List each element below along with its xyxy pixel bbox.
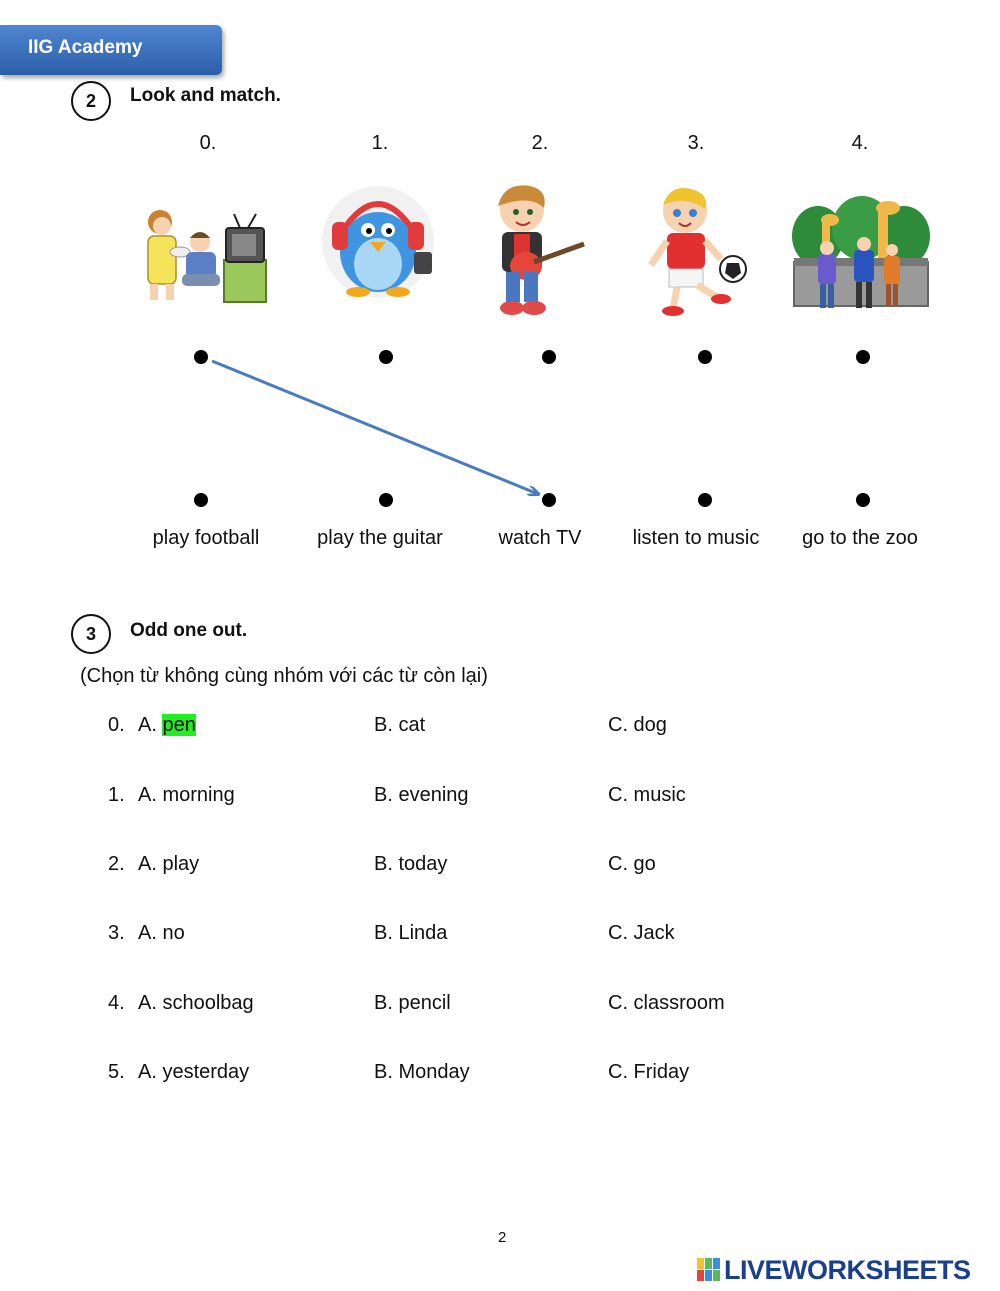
question-number: 4. — [108, 992, 125, 1014]
section-3-title: Odd one out. — [130, 620, 248, 641]
option-a-word: schoolbag — [162, 992, 254, 1014]
option-a-word: yesterday — [162, 1061, 250, 1083]
option-c[interactable]: C. dog — [608, 714, 667, 736]
question-row — [108, 853, 908, 883]
academy-name: IIG Academy — [28, 37, 143, 58]
item-1-number: 1. — [371, 132, 389, 154]
question-number: 3. — [108, 922, 125, 944]
logo-blocks-icon — [697, 1258, 721, 1282]
option-a-prefix: A. — [138, 992, 157, 1014]
question-row — [108, 714, 908, 744]
option-a-word-highlighted: pen — [162, 714, 196, 736]
question-row — [108, 784, 908, 814]
option-a[interactable] — [138, 784, 235, 807]
option-b[interactable]: B. pencil — [374, 992, 451, 1014]
question-row — [108, 992, 908, 1022]
phrase-play-the-guitar: play the guitar — [317, 527, 443, 549]
section-2-number: 2 — [71, 81, 111, 121]
option-b[interactable]: B. today — [374, 853, 448, 875]
option-c[interactable]: C. classroom — [608, 992, 725, 1014]
option-c[interactable]: C. music — [608, 784, 686, 806]
phrase-watch-tv: watch TV — [498, 527, 582, 549]
option-b[interactable]: B. Linda — [374, 922, 448, 944]
option-a[interactable] — [138, 1061, 249, 1084]
option-a-word: no — [162, 922, 185, 944]
page-number: 2 — [498, 1229, 507, 1246]
option-a-prefix: A. — [138, 784, 157, 806]
phrase-play-football: play football — [152, 527, 260, 549]
option-a-prefix: A. — [138, 1061, 157, 1083]
phrase-1-dot[interactable] — [379, 493, 393, 507]
phrase-0-dot[interactable] — [194, 493, 208, 507]
section-3-number: 3 — [71, 614, 111, 654]
question-number: 0. — [108, 714, 125, 736]
option-a[interactable] — [138, 714, 196, 737]
option-a-prefix: A. — [138, 853, 157, 875]
question-number: 1. — [108, 784, 125, 806]
question-row — [108, 1061, 908, 1091]
option-a[interactable] — [138, 922, 185, 945]
option-b[interactable]: B. Monday — [374, 1061, 470, 1083]
phrase-4-dot[interactable] — [856, 493, 870, 507]
item-3-number: 3. — [687, 132, 705, 154]
option-b[interactable]: B. evening — [374, 784, 469, 806]
item-0-number: 0. — [199, 132, 217, 154]
phrase-go-to-the-zoo: go to the zoo — [802, 527, 918, 549]
section-2-title: Look and match. — [130, 85, 281, 106]
option-c[interactable]: C. Friday — [608, 1061, 690, 1083]
question-number: 2. — [108, 853, 125, 875]
item-4-number: 4. — [851, 132, 869, 154]
example-match-arrow — [0, 0, 1000, 600]
liveworksheets-logo[interactable] — [697, 1255, 997, 1287]
question-row — [108, 922, 908, 952]
section-3-instruction: (Chọn từ không cùng nhóm với các từ còn lại) — [80, 665, 488, 687]
option-a-word: play — [162, 853, 200, 875]
option-a-prefix: A. — [138, 714, 157, 736]
item-2-number: 2. — [531, 132, 549, 154]
option-c[interactable]: C. Jack — [608, 922, 675, 944]
option-c[interactable]: C. go — [608, 853, 656, 875]
phrase-listen-to-music: listen to music — [632, 527, 760, 549]
option-a-word: morning — [162, 784, 235, 806]
option-a[interactable] — [138, 992, 254, 1015]
phrase-3-dot[interactable] — [698, 493, 712, 507]
option-b[interactable]: B. cat — [374, 714, 426, 736]
phrase-2-dot[interactable] — [542, 493, 556, 507]
option-a[interactable] — [138, 853, 199, 876]
option-a-prefix: A. — [138, 922, 157, 944]
logo-text: LIVEWORKSHEETS — [724, 1255, 971, 1285]
question-number: 5. — [108, 1061, 125, 1083]
